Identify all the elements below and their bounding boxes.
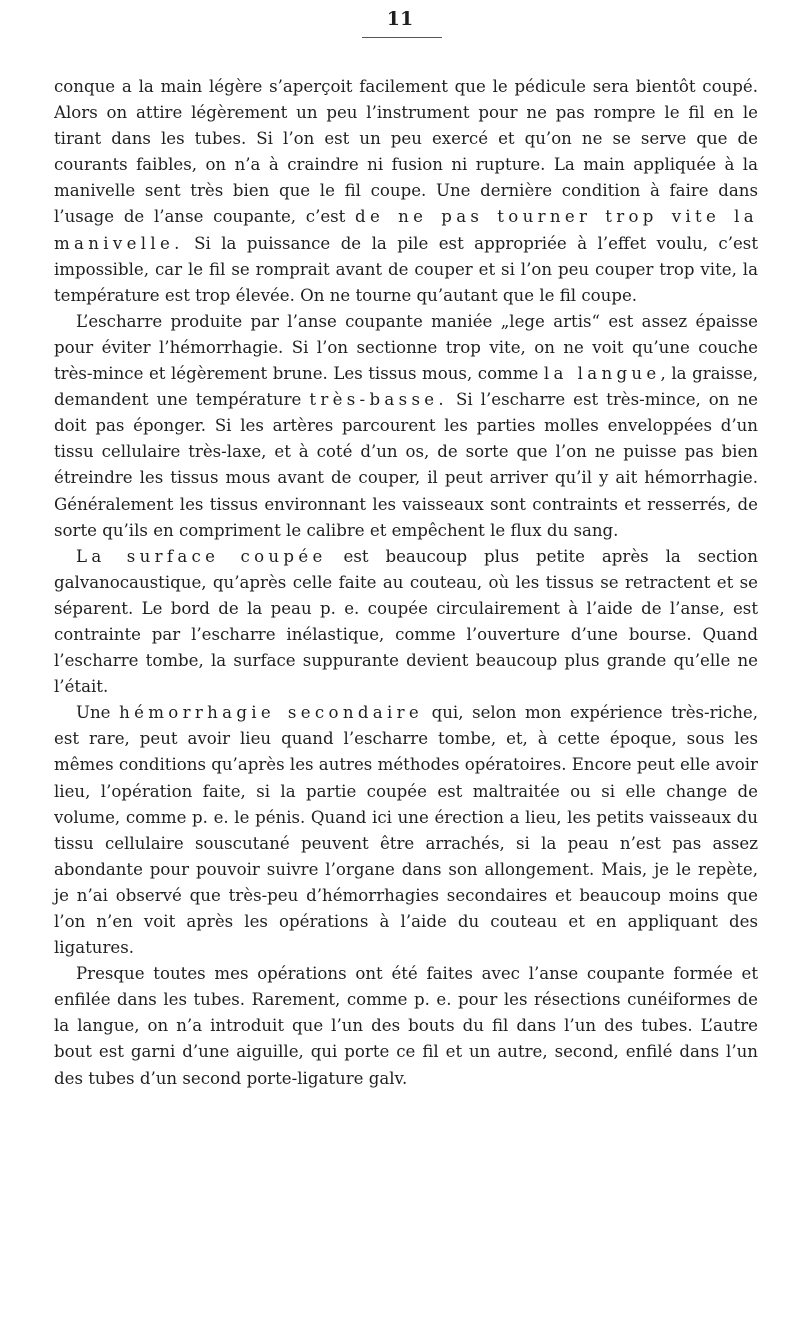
text-run: est beaucoup plus petite après la section galvanocaustique, qu’après celle faite au couteau, où les tissus se retractent et se séparent. Le bord de la peau p. e. coupée circulairement à l’aide de l’anse, est contrainte par l’escharre inélastique, comme l’ouverture d’une bourse. Quand l’escharre tombe, la surface suppurante devient beaucoup plus grande qu’elle ne l’était. <box>54 546 758 697</box>
emphasized-text: La surface coupée <box>76 546 327 566</box>
text-run: Si la puissance de la pile est appropriée à l’effet voulu, c’est impossible, car le fil se romprait avant de couper et si l’on peu couper trop vite, la température est trop élevée. On ne tourne qu’autant que le fil coupe. <box>54 233 758 305</box>
text-run: L’escharre produite par l’anse coupante maniée „lege artis“ est assez épaisse pour éviter l’hémorrhagie. Si l’on sectionne trop vite, on ne voit qu’une couche très-mince et légèrement brune. Les tissus mous, comme <box>54 311 758 384</box>
text-run: Si l’escharre est très-mince, on ne doit pas éponger. Si les artères parcourent les parties molles enveloppées d’un tissu cellulaire très-laxe, et à coté d’un os, de sorte que l’on ne puisse pas bien étreindre les tissus mous avant de couper, il peut arriver qu’il y ait hémorrhagie. Généralement les tissus environnant les vaisseaux sont contraints et resserrés, de sorte qu’ils en compriment le calibre et empêchent le flux du sang. <box>54 390 758 540</box>
emphasized-text: hémorrhagie secondaire <box>119 703 423 723</box>
text-run: qui, selon mon expérience très-riche, est rare, peut avoir lieu quand l’escharre tombe, et, à cette époque, sous les mêmes conditions qu’après les autres méthodes opératoires. Encore peut elle avoir lieu, l’opération faite, si la partie coupée est maltraitée ou si elle change de volume, comme p. e. le pénis. Quand ici une érection a lieu, les petits vaisseaux du tissu cellulaire souscutané peuvent être arrachés, si la peau n’est pas assez abondante pour pouvoir suivre l’organe dans son allongement. Mais, je le repète, je n’ai observé que très-peu d’hémorrhagies secondaires et beaucoup moins que l’on n’en voit après les opérations à l’aide du couteau et en appliquant des ligatures. <box>54 703 758 958</box>
page-number-rule <box>362 37 442 38</box>
text-run: Presque toutes mes opérations ont été faites avec l’anse coupante formée et enfilée dans les tubes. Rarement, comme p. e. pour les résections cunéiformes de la langue, on n’a introduit que l’un des bouts du fil dans l’un des tubes. L’autre bout est garni d’une aiguille, qui porte ce fil et un autre, second, enfilé dans l’un des tubes d’un second porte-ligature galv. <box>54 964 758 1088</box>
emphasized-text: la langue <box>543 364 661 384</box>
paragraph-4 <box>54 700 758 961</box>
text-run: conque a la main légère s’aperçoit facilement que le pédicule sera bientôt coupé. Alors on attire légèrement un peu l’instrument pour ne pas rompre le fil en le tirant dans les tubes. Si l’on est un peu exercé et qu’on ne se serve que de courants faibles, on n’a à craindre ni fusion ni rupture. La main appliquée à la manivelle sent très bien que le fil coupe. Une dernière condition à faire dans l’usage de l’anse coupante, c’est <box>54 77 758 227</box>
paragraph-1 <box>54 74 758 309</box>
paragraph-3 <box>54 544 758 701</box>
paragraph-2 <box>54 309 758 544</box>
page-number: 11 <box>386 8 414 30</box>
paragraph-5 <box>54 961 758 1091</box>
body-text <box>54 74 758 1092</box>
text-run: Une <box>76 703 120 723</box>
emphasized-text: très-basse. <box>309 390 449 410</box>
emphasized-text: de ne pas tourner trop vite la manivelle. <box>54 207 758 253</box>
text-run: , la graisse, demandent une température <box>54 364 759 410</box>
